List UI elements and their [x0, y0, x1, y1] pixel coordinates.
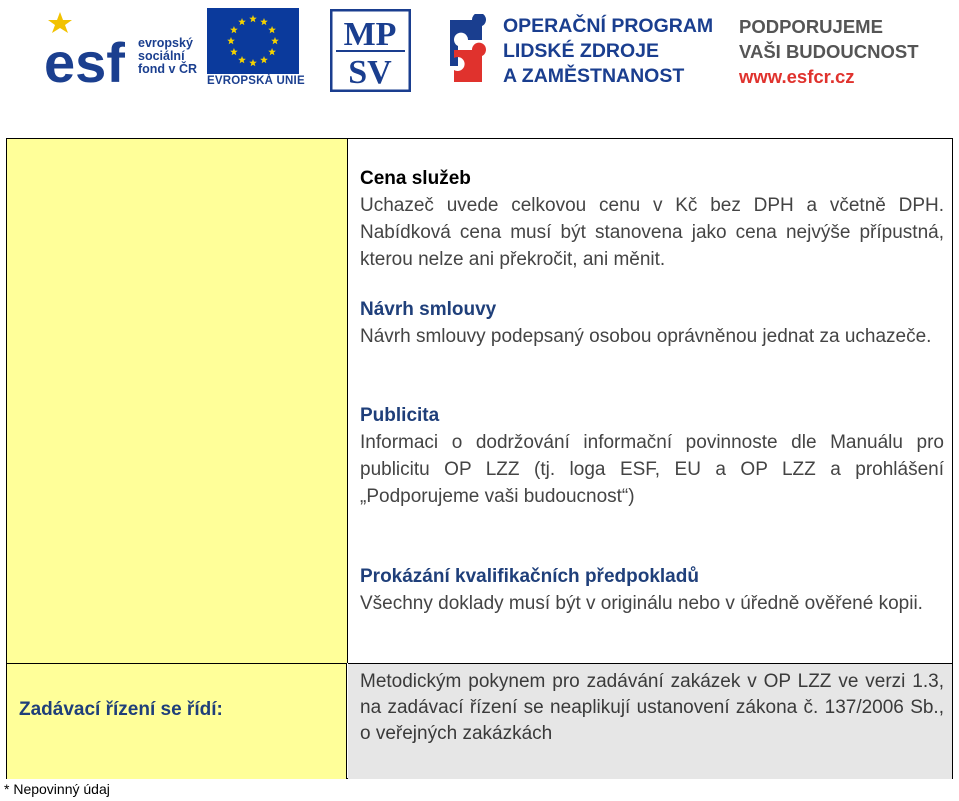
section-publicita	[360, 402, 944, 510]
section-text: Všechny doklady musí být v originálu nebo v úředně ověřené kopii.	[360, 593, 923, 614]
table-content-cell-rizeni	[348, 663, 952, 779]
section-text: Návrh smlouvy podepsaný osobou oprávněnou jednat za uchazeče.	[360, 326, 932, 347]
esf-logo	[42, 10, 132, 88]
logo-header	[0, 0, 959, 100]
rizeni-text: Metodickým pokynem pro zadávání zakázek v OP LZZ ve verzi 1.3, na zadávací řízení se neaplikují ustanovení zákona č. 137/2006 Sb., o veřejných zakázkách	[360, 671, 944, 744]
esf-caption	[138, 37, 197, 76]
section-cena	[360, 165, 944, 273]
table-content-cell	[348, 139, 952, 663]
esf-caption-line: sociální	[138, 49, 185, 63]
esf-caption-line: fond v ČR	[138, 62, 198, 76]
mpsv-logo	[330, 9, 411, 92]
op-caption-line: LIDSKÉ ZDROJE	[503, 40, 660, 62]
section-kvalifikace	[360, 563, 944, 617]
section-smlouva	[360, 296, 944, 350]
eu-caption: EVROPSKÁ UNIE	[207, 75, 305, 87]
table-label-cell	[7, 139, 348, 663]
eu-flag-icon	[207, 8, 299, 74]
rizeni-label: Zadávací řízení se řídí:	[19, 699, 223, 720]
esfcr-url: www.esfcr.cz	[739, 66, 855, 87]
mpsv-logo-bottom: SV	[348, 54, 392, 91]
esf-caption-line: evropský	[138, 36, 193, 50]
op-caption-line: OPERAČNÍ PROGRAM	[503, 15, 714, 37]
esf-logo-text: esf	[44, 31, 125, 88]
section-text: Uchazeč uvede celkovou cenu v Kč bez DPH a včetně DPH. Nabídková cena musí být stanovena jako cena nejvýše přípustná, kterou nelze ani překročit, ani měnit.	[360, 195, 944, 270]
pv-caption-line: PODPORUJEME	[739, 16, 883, 37]
pv-caption-line: VAŠI BUDOUCNOST	[739, 41, 919, 62]
section-title: Publicita	[360, 405, 440, 426]
op-lzz-logo	[444, 14, 496, 86]
op-caption-line: A ZAMĚSTNANOST	[503, 65, 685, 87]
op-lzz-caption	[503, 14, 713, 89]
section-title: Návrh smlouvy	[360, 299, 497, 320]
requirements-table	[6, 138, 953, 779]
section-title: Cena služeb	[360, 168, 471, 189]
mpsv-logo-top: MP	[343, 16, 397, 53]
section-text: Informaci o dodržování informační povinnoste dle Manuálu pro publicitu OP LZZ (tj. loga ESF, EU a OP LZZ a prohlášení „Podporujeme vaši budoucnost“)	[360, 432, 944, 507]
section-title: Prokázání kvalifikačních předpokladů	[360, 566, 699, 587]
podporujeme-caption	[739, 14, 919, 89]
table-label-cell-rizeni	[7, 663, 347, 779]
footnote: * Nepovinný údaj	[4, 781, 110, 797]
